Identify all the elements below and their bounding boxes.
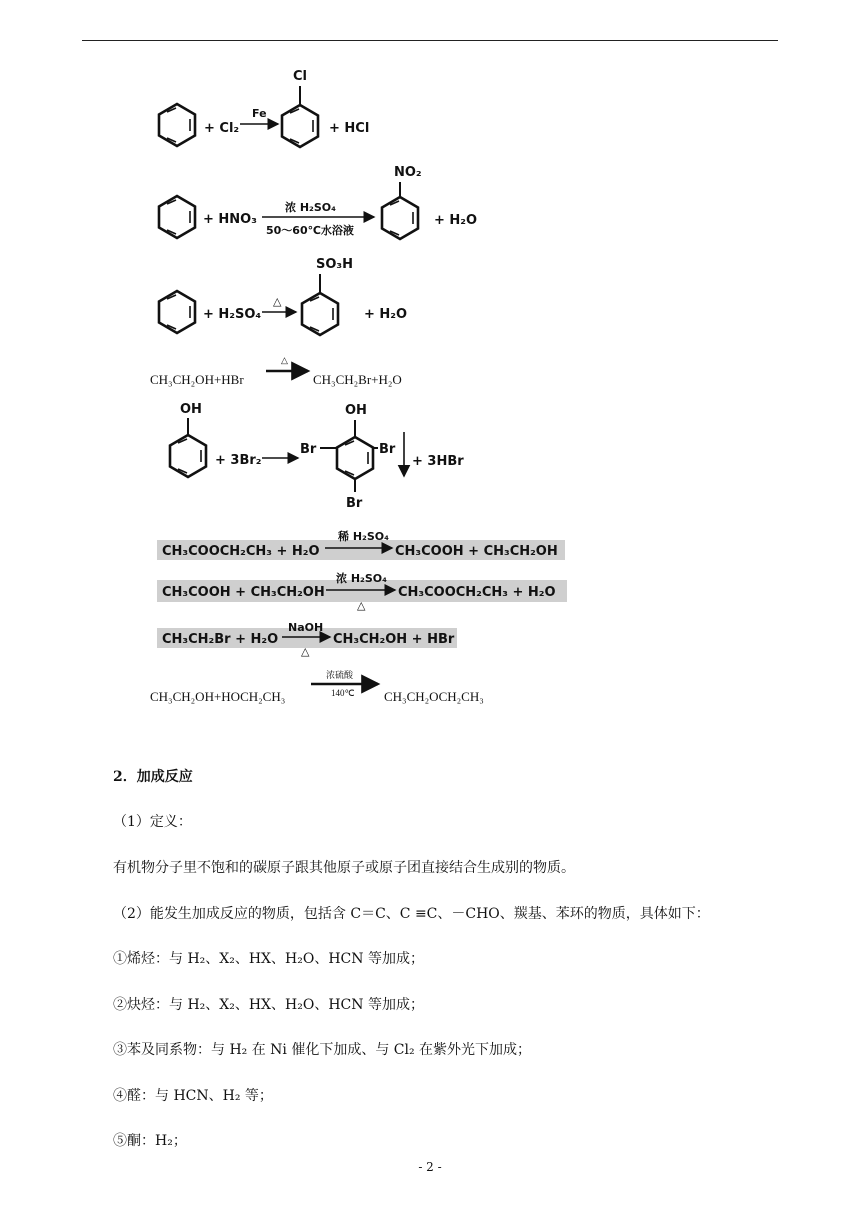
benzene-ring-icon (159, 104, 195, 146)
condition-water-bath: 50～60℃水浴液 (266, 224, 354, 237)
benzene-ring-icon (159, 291, 195, 333)
condition-naoh: NaOH (288, 621, 324, 634)
br-left: Br (300, 442, 317, 457)
list-item: ③苯及同系物：与 H₂ 在 Ni 催化下加成、与 Cl₂ 在紫外光下加成； (113, 1042, 532, 1058)
list-item: ④醛：与 HCN、H₂ 等； (113, 1088, 273, 1104)
bromoethane-right: CH₃CH₂OH + HBr (333, 632, 455, 647)
reaction-bromoethane-hydrolysis (157, 621, 457, 658)
phenol-ring-icon (170, 435, 206, 477)
chlorobenzene-ring-icon (282, 105, 318, 147)
condition-heat: △ (357, 599, 366, 612)
condition-conc-sulfuric: 浓硫酸 (326, 670, 354, 680)
tribromophenol-ring-icon (337, 437, 373, 479)
definition-text: 有机物分子里不饱和的碳原子跟其他原子或原子团直接结合生成别的物质。 (113, 860, 575, 876)
reaction-ether-formation (150, 669, 484, 704)
benzenesulfonic-ring-icon (302, 293, 338, 335)
product-oh: OH (345, 403, 367, 418)
ester-hydrolysis-left: CH₃COOCH₂CH₃ + H₂O (162, 544, 320, 559)
esterification-left: CH₃COOH + CH₃CH₂OH (162, 585, 325, 600)
phenol-oh: OH (180, 402, 202, 417)
bromoethane-left: CH₃CH₂Br + H₂O (162, 632, 279, 647)
ether-right: CH₃CH₂OCH₂CH₃ (384, 689, 484, 704)
condition-heat: △ (281, 355, 288, 365)
ethanol-hbr-left: CH₃CH₂OH+HBr (150, 372, 244, 387)
condition-140c: 140℃ (331, 688, 355, 698)
reaction-esterification (157, 571, 567, 612)
ethanol-hbr-right: CH₃CH₂Br+H₂O (313, 372, 402, 387)
reaction-benzene-nitration (159, 165, 477, 239)
ether-left: CH₃CH₂OH+HOCH₂CH₃ (150, 689, 286, 704)
benzene-ring-icon (159, 196, 195, 238)
reaction-ethanol-hbr (150, 355, 402, 387)
ester-hydrolysis-right: CH₃COOH + CH₃CH₂OH (395, 544, 558, 559)
plus-hcl: + HCl (329, 121, 370, 136)
plus-h2so4: + H₂SO₄ (203, 307, 262, 322)
plus-3br2: + 3Br₂ (215, 453, 262, 468)
condition-conc-h2so4: 浓 H₂SO₄ (336, 572, 387, 585)
condition-conc-h2so4: 浓 H₂SO₄ (285, 201, 336, 214)
substituent-so3h: SO₃H (316, 257, 353, 272)
substituent-no2: NO₂ (394, 165, 422, 180)
definition-label: （1）定义： (113, 814, 192, 830)
br-right: Br (379, 442, 396, 457)
list-item: ①烯烃：与 H₂、X₂、HX、H₂O、HCN 等加成； (113, 951, 424, 967)
condition-heat: △ (273, 295, 282, 308)
list-item: ⑤酮：H₂； (113, 1133, 187, 1149)
condition-heat: △ (301, 645, 310, 658)
plus-h2o: + H₂O (364, 307, 408, 322)
reaction-ester-hydrolysis (157, 529, 565, 560)
plus-3hbr: + 3HBr (412, 454, 464, 469)
reaction-phenol-bromination (170, 402, 464, 511)
section-heading: 2．加成反应 (113, 769, 193, 785)
br-bottom: Br (346, 496, 363, 511)
substituent-cl: Cl (293, 69, 307, 84)
plus-h2o: + H₂O (434, 213, 478, 228)
items-intro: （2）能发生加成反应的物质，包括含 C＝C、C ≡C、－CHO、羰基、苯环的物质，具体如下： (113, 906, 710, 922)
page-number: - 2 - (418, 1160, 442, 1174)
reaction-benzene-chlorination (159, 69, 369, 147)
reaction-benzene-sulfonation (159, 257, 407, 335)
nitrobenzene-ring-icon (382, 197, 418, 239)
esterification-right: CH₃COOCH₂CH₃ + H₂O (398, 585, 556, 600)
list-item: ②炔烃：与 H₂、X₂、HX、H₂O、HCN 等加成； (113, 997, 424, 1013)
condition-dilute-h2so4: 稀 H₂SO₄ (338, 530, 389, 543)
plus-hno3: + HNO₃ (203, 212, 257, 227)
catalyst-fe: Fe (252, 107, 267, 120)
plus-cl2: + Cl₂ (204, 121, 240, 136)
